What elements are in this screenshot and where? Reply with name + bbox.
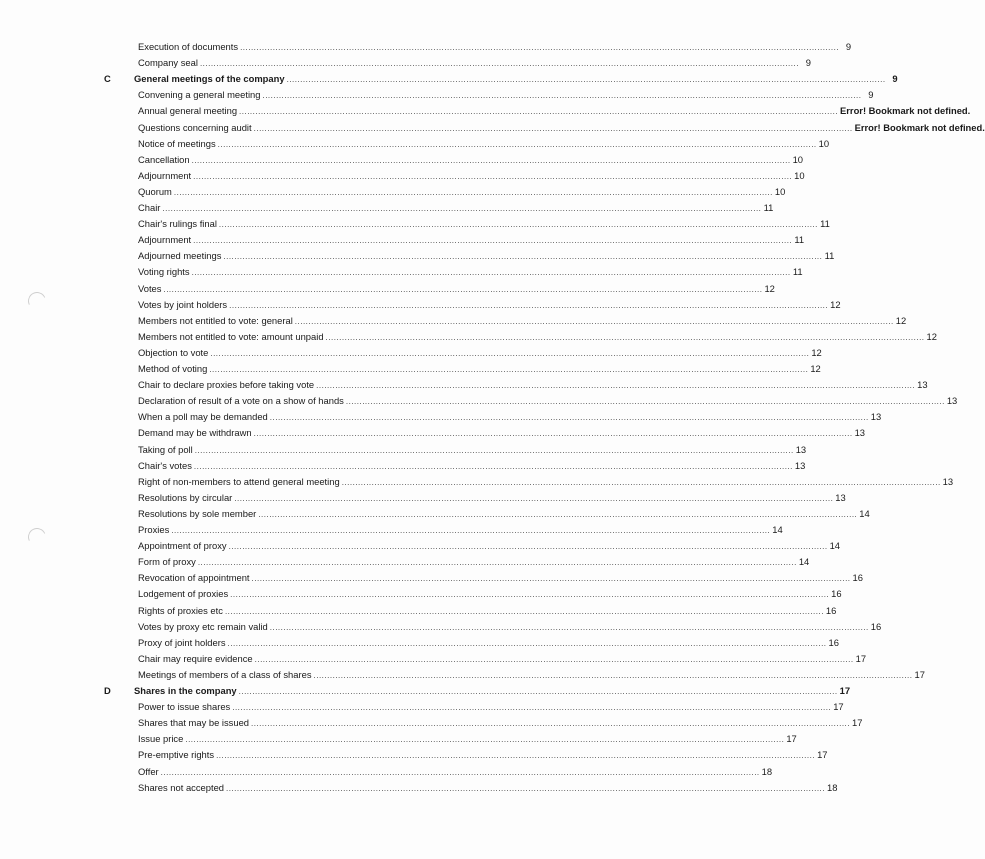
toc-entry[interactable] — [0, 410, 882, 424]
toc-entry-title: Annual general meeting — [138, 105, 238, 117]
dot-leader: ............................................................................................................................................................................................................................ — [325, 332, 925, 342]
dot-leader: ............................................................................................................................................................................................................................ — [163, 284, 763, 294]
toc-page-number: 11 — [820, 218, 830, 230]
dot-leader: ............................................................................................................................................................................................................................ — [258, 509, 858, 519]
toc-entry[interactable] — [0, 523, 783, 537]
dot-leader: ............................................................................................................................................................................................................................ — [224, 606, 824, 616]
toc-entry-line — [134, 684, 851, 699]
toc-entry-title: Votes — [138, 282, 162, 294]
toc-entry-line — [138, 217, 830, 232]
toc-entry[interactable] — [0, 765, 773, 779]
dot-leader: ............................................................................................................................................................................................................................ — [253, 123, 853, 133]
dot-leader: ............................................................................................................................................................................................................................ — [185, 735, 785, 745]
toc-page-number: 17 — [833, 701, 844, 713]
toc-entry-line — [138, 668, 925, 683]
toc-page-number: 16 — [825, 604, 837, 616]
toc-page-number: 13 — [946, 395, 958, 407]
toc-entry-title: Chair's rulings final — [138, 218, 217, 230]
toc-entry-title: Meetings of members of a class of shares — [138, 668, 312, 680]
toc-page-number: Error! Bookmark not defined. — [854, 121, 985, 133]
toc-entry[interactable] — [0, 781, 838, 795]
toc-entry-title: Revocation of appointment — [138, 572, 250, 584]
toc-entry-title: Adjournment — [138, 234, 192, 246]
toc-entry-line — [138, 40, 852, 55]
toc-page-number: 13 — [854, 427, 866, 439]
toc-page-number: 11 — [794, 234, 805, 246]
dot-leader: ............................................................................................................................................................................................................................ — [217, 139, 817, 149]
toc-entry[interactable] — [0, 716, 863, 730]
toc-entry-title: Offer — [138, 765, 159, 777]
toc-page-number: 9 — [845, 41, 852, 52]
toc-entry[interactable] — [0, 443, 807, 457]
toc-entry-title: Votes by joint holders — [138, 298, 228, 310]
toc-entry-title: Adjournment — [138, 169, 192, 181]
dot-leader: ............................................................................................................................................................................................................................ — [194, 445, 794, 455]
dot-leader: ............................................................................................................................................................................................................................ — [269, 622, 869, 632]
toc-entry-line — [138, 652, 867, 667]
toc-entry-title: General meetings of the company — [134, 73, 285, 85]
toc-page-number: 17 — [839, 685, 851, 696]
toc-entry[interactable] — [0, 620, 882, 634]
dot-leader: ............................................................................................................................................................................................................................ — [191, 268, 791, 278]
toc-page-number: 13 — [835, 491, 846, 503]
toc-entry-line — [138, 298, 841, 313]
toc-entry-title: Method of voting — [138, 363, 208, 374]
toc-entry-line — [138, 121, 985, 136]
toc-section-heading[interactable] — [0, 684, 851, 698]
toc-entry-title: Convening a general meeting — [138, 89, 261, 101]
toc-entry-title: Pre-emptive rights — [138, 749, 215, 761]
toc-entry-title: Shares that may be issued — [138, 717, 249, 729]
dot-leader: ............................................................................................................................................................................................................................ — [254, 654, 854, 664]
toc-page-number: Error! Bookmark not defined. — [840, 105, 971, 117]
toc-entry-line — [138, 781, 838, 796]
toc-entry-line — [138, 636, 839, 651]
toc-entry-title: Chair to declare proxies before taking vote — [138, 379, 315, 391]
toc-entry-title: Voting rights — [138, 266, 190, 278]
toc-entry-title: Members not entitled to vote: amount unpaid — [138, 330, 324, 342]
toc-entry-line — [138, 153, 804, 168]
toc-entry-line — [138, 475, 954, 490]
toc-entry-line — [138, 765, 773, 780]
toc-entry[interactable] — [0, 652, 867, 666]
toc-entry-line — [138, 56, 811, 71]
dot-leader: ............................................................................................................................................................................................................................ — [294, 316, 894, 326]
toc-page-number: 12 — [895, 314, 907, 326]
toc-entry-line — [138, 104, 971, 119]
toc-page-number: 17 — [817, 749, 828, 761]
toc-entry[interactable] — [0, 700, 844, 714]
toc-entry[interactable] — [0, 169, 805, 183]
dot-leader: ............................................................................................................................................................................................................................ — [228, 542, 828, 552]
toc-entry[interactable] — [0, 282, 775, 296]
toc-entry[interactable] — [0, 121, 985, 135]
toc-entry[interactable] — [0, 394, 958, 408]
dot-leader: ............................................................................................................................................................................................................................ — [173, 187, 773, 197]
toc-entry-title: Cancellation — [138, 153, 190, 165]
toc-page-number: 16 — [870, 620, 882, 632]
toc-entry-title: Chair — [138, 202, 161, 213]
toc-entry-line — [138, 523, 783, 538]
dot-leader: ............................................................................................................................................................................................................................ — [286, 75, 886, 85]
toc-entry[interactable] — [0, 426, 866, 440]
toc-page-number: 10 — [818, 137, 830, 149]
toc-entry-line — [134, 72, 898, 87]
toc-page-number: 9 — [892, 73, 898, 85]
dot-leader: ............................................................................................................................................................................................................................ — [218, 220, 818, 230]
dot-leader: ............................................................................................................................................................................................................................ — [193, 461, 793, 471]
toc-entry-line — [138, 410, 882, 425]
toc-entry-line — [138, 201, 774, 216]
toc-entry[interactable] — [0, 539, 841, 553]
toc-entry[interactable] — [0, 491, 846, 505]
toc-page-number: 10 — [792, 153, 804, 165]
toc-entry[interactable] — [0, 668, 925, 682]
toc-entry[interactable] — [0, 104, 971, 118]
toc-page-number: 10 — [794, 169, 805, 181]
toc-entry-line — [138, 249, 835, 264]
toc-entry-line — [138, 394, 958, 409]
dot-leader: ............................................................................................................................................................................................................................ — [229, 300, 829, 310]
toc-entry-title: Quorum — [138, 185, 172, 197]
toc-entry-title: Objection to vote — [138, 346, 209, 358]
dot-leader: ............................................................................................................................................................................................................................ — [240, 43, 840, 52]
toc-entry-line — [138, 378, 928, 393]
toc-entry-line — [138, 620, 882, 635]
dot-leader: ............................................................................................................................................................................................................................ — [193, 171, 793, 181]
toc-entry-title: Questions concerning audit — [138, 121, 252, 133]
toc-entry[interactable] — [0, 40, 852, 54]
toc-entry[interactable] — [0, 459, 806, 473]
toc-entry[interactable] — [0, 314, 907, 328]
dot-leader: ............................................................................................................................................................................................................................ — [160, 767, 760, 777]
toc-page-number: 17 — [855, 652, 867, 664]
toc-entry-line — [138, 604, 837, 619]
toc-entry-title: Form of proxy — [138, 556, 196, 568]
toc-page-number: 16 — [852, 572, 863, 584]
toc-entry-line — [138, 137, 830, 152]
toc-entry[interactable] — [0, 330, 937, 344]
toc-entry-title: Right of non-members to attend general meeting — [138, 475, 340, 487]
toc-entry[interactable] — [0, 507, 870, 521]
toc-entry-title: Appointment of proxy — [138, 540, 227, 552]
toc-entry[interactable] — [0, 201, 774, 215]
dot-leader: ............................................................................................................................................................................................................................ — [313, 670, 913, 680]
toc-page-number: 12 — [764, 282, 775, 294]
toc-entry-line — [138, 88, 874, 103]
toc-page-number: 18 — [826, 781, 838, 793]
toc-entry[interactable] — [0, 265, 803, 279]
toc-entry-line — [138, 362, 821, 377]
toc-entry[interactable] — [0, 346, 822, 360]
toc-entry[interactable] — [0, 362, 821, 376]
toc-page-number: 13 — [870, 411, 882, 423]
toc-entry-line — [138, 459, 806, 474]
toc-entry[interactable] — [0, 748, 828, 762]
toc-section-letter: C — [104, 73, 111, 85]
toc-page-number: 16 — [831, 588, 842, 600]
dot-leader: ............................................................................................................................................................................................................................ — [191, 155, 791, 165]
toc-entry-line — [138, 555, 810, 570]
toc-entry-title: Adjourned meetings — [138, 250, 222, 262]
dot-leader: ............................................................................................................................................................................................................................ — [345, 397, 945, 407]
toc-entry-line — [138, 169, 805, 184]
dot-leader: ............................................................................................................................................................................................................................ — [171, 526, 771, 535]
dot-leader: ............................................................................................................................................................................................................................ — [238, 687, 838, 696]
toc-page-number: 18 — [761, 765, 773, 777]
toc-entry-title: Rights of proxies etc — [138, 604, 223, 616]
toc-entry[interactable] — [0, 56, 811, 70]
toc-page-number: 13 — [794, 459, 806, 471]
dot-leader: ............................................................................................................................................................................................................................ — [209, 365, 809, 374]
toc-page-number: 16 — [828, 636, 839, 648]
dot-leader: ............................................................................................................................................................................................................................ — [199, 59, 799, 69]
toc-entry-title: Declaration of result of a vote on a show of hands — [138, 395, 344, 407]
toc-entry-title: Chair may require evidence — [138, 652, 253, 664]
toc-page-number: 13 — [942, 475, 954, 487]
toc-entry-line — [138, 748, 828, 763]
dot-leader: ............................................................................................................................................................................................................................ — [251, 574, 851, 584]
toc-page-number: 10 — [774, 185, 786, 197]
toc-entry[interactable] — [0, 571, 863, 585]
toc-entry[interactable] — [0, 298, 841, 312]
toc-entry-title: Taking of poll — [138, 443, 193, 455]
dot-leader: ............................................................................................................................................................................................................................ — [227, 638, 827, 648]
toc-entry-title: Notice of meetings — [138, 137, 216, 149]
dot-leader: ............................................................................................................................................................................................................................ — [226, 783, 825, 793]
toc-entry-line — [138, 282, 775, 297]
toc-entry-line — [138, 233, 805, 248]
dot-leader: ............................................................................................................................................................................................................................ — [253, 429, 853, 439]
toc-entry-line — [138, 426, 866, 441]
toc-entry-title: Demand may be withdrawn — [138, 427, 252, 439]
toc-entry[interactable] — [0, 233, 805, 247]
toc-entry-title: Shares in the company — [134, 685, 237, 696]
toc-page-number: 14 — [829, 540, 841, 552]
toc-entry-title: Proxy of joint holders — [138, 636, 226, 648]
dot-leader: ............................................................................................................................................................................................................................ — [210, 348, 810, 358]
toc-entry-line — [138, 539, 841, 554]
toc-page-number: 17 — [851, 717, 863, 729]
toc-entry[interactable] — [0, 217, 830, 231]
dot-leader: ............................................................................................................................................................................................................................ — [216, 751, 816, 761]
toc-page-number: 11 — [792, 266, 803, 278]
toc-entry-title: Power to issue shares — [138, 701, 231, 713]
toc-page-number: 13 — [917, 379, 928, 391]
toc-page-number: 12 — [926, 330, 937, 342]
toc-entry-title: Resolutions by sole member — [138, 507, 257, 519]
toc-section-letter: D — [104, 685, 111, 696]
toc-entry-title: Votes by proxy etc remain valid — [138, 620, 268, 632]
dot-leader: ............................................................................................................................................................................................................................ — [341, 477, 941, 487]
toc-page-number: 9 — [805, 57, 811, 69]
toc-entry[interactable] — [0, 378, 928, 392]
toc-entry[interactable] — [0, 153, 804, 167]
toc-entry-line — [138, 185, 786, 200]
toc-entry-line — [138, 571, 863, 586]
toc-entry[interactable] — [0, 88, 874, 102]
toc-entry-title: Resolutions by circular — [138, 491, 233, 503]
toc-entry-title: When a poll may be demanded — [138, 411, 268, 423]
toc-page-number: 12 — [810, 363, 821, 374]
toc-entry-title: Lodgement of proxies — [138, 588, 229, 600]
toc-page-number: 12 — [811, 346, 822, 358]
toc-entry-title: Company seal — [138, 57, 198, 69]
toc-entry-line — [138, 330, 937, 345]
toc-entry-line — [138, 491, 846, 506]
toc-entry[interactable] — [0, 587, 842, 601]
dot-leader: ............................................................................................................................................................................................................................ — [251, 719, 850, 729]
toc-section-heading[interactable] — [0, 72, 898, 86]
toc-entry[interactable] — [0, 249, 835, 263]
toc-entry-line — [138, 507, 870, 522]
dot-leader: ............................................................................................................................................................................................................................ — [197, 558, 797, 568]
toc-page-number: 17 — [786, 733, 797, 745]
toc-page-number: 11 — [824, 250, 835, 262]
toc-page-number: 12 — [830, 298, 841, 310]
toc-entry[interactable] — [0, 555, 810, 569]
dot-leader: ............................................................................................................................................................................................................................ — [239, 107, 839, 117]
toc-page-number: 14 — [859, 507, 870, 519]
toc-entry-title: Chair's votes — [138, 459, 192, 471]
toc-entry[interactable] — [0, 137, 830, 151]
toc-entry-title: Shares not accepted — [138, 781, 224, 793]
toc-entry-line — [138, 443, 807, 458]
dot-leader: ............................................................................................................................................................................................................................ — [232, 703, 832, 713]
dot-leader: ............................................................................................................................................................................................................................ — [269, 413, 869, 423]
dot-leader: ............................................................................................................................................................................................................................ — [316, 381, 916, 391]
dot-leader: ............................................................................................................................................................................................................................ — [193, 236, 793, 246]
dot-leader: ............................................................................................................................................................................................................................ — [223, 252, 823, 262]
dot-leader: ............................................................................................................................................................................................................................ — [230, 590, 830, 600]
toc-page-number: 17 — [914, 668, 925, 680]
toc-entry[interactable] — [0, 636, 839, 650]
toc-entry-line — [138, 587, 842, 602]
toc-entry-line — [138, 732, 797, 747]
toc-entry-line — [138, 700, 844, 715]
toc-page-number: 11 — [763, 202, 774, 213]
toc-page-number: 14 — [798, 556, 810, 568]
toc-entry-line — [138, 314, 907, 329]
toc-page-number: 13 — [795, 443, 807, 455]
toc-entry-title: Members not entitled to vote: general — [138, 314, 293, 326]
toc-entry-title: Issue price — [138, 733, 184, 745]
toc-entry[interactable] — [0, 185, 786, 199]
toc-page-number: 14 — [772, 524, 783, 535]
toc-entry-line — [138, 346, 822, 361]
toc-page-number: 9 — [868, 89, 874, 101]
toc-entry-line — [138, 265, 803, 280]
dot-leader: ............................................................................................................................................................................................................................ — [162, 204, 762, 213]
toc-entry-line — [138, 716, 863, 731]
toc-entry-title: Proxies — [138, 524, 170, 535]
toc-entry[interactable] — [0, 475, 954, 489]
toc-entry[interactable] — [0, 604, 837, 618]
dot-leader: ............................................................................................................................................................................................................................ — [262, 91, 862, 101]
dot-leader: ............................................................................................................................................................................................................................ — [234, 493, 834, 503]
toc-entry-title: Execution of documents — [138, 41, 239, 52]
toc-entry[interactable] — [0, 732, 797, 746]
